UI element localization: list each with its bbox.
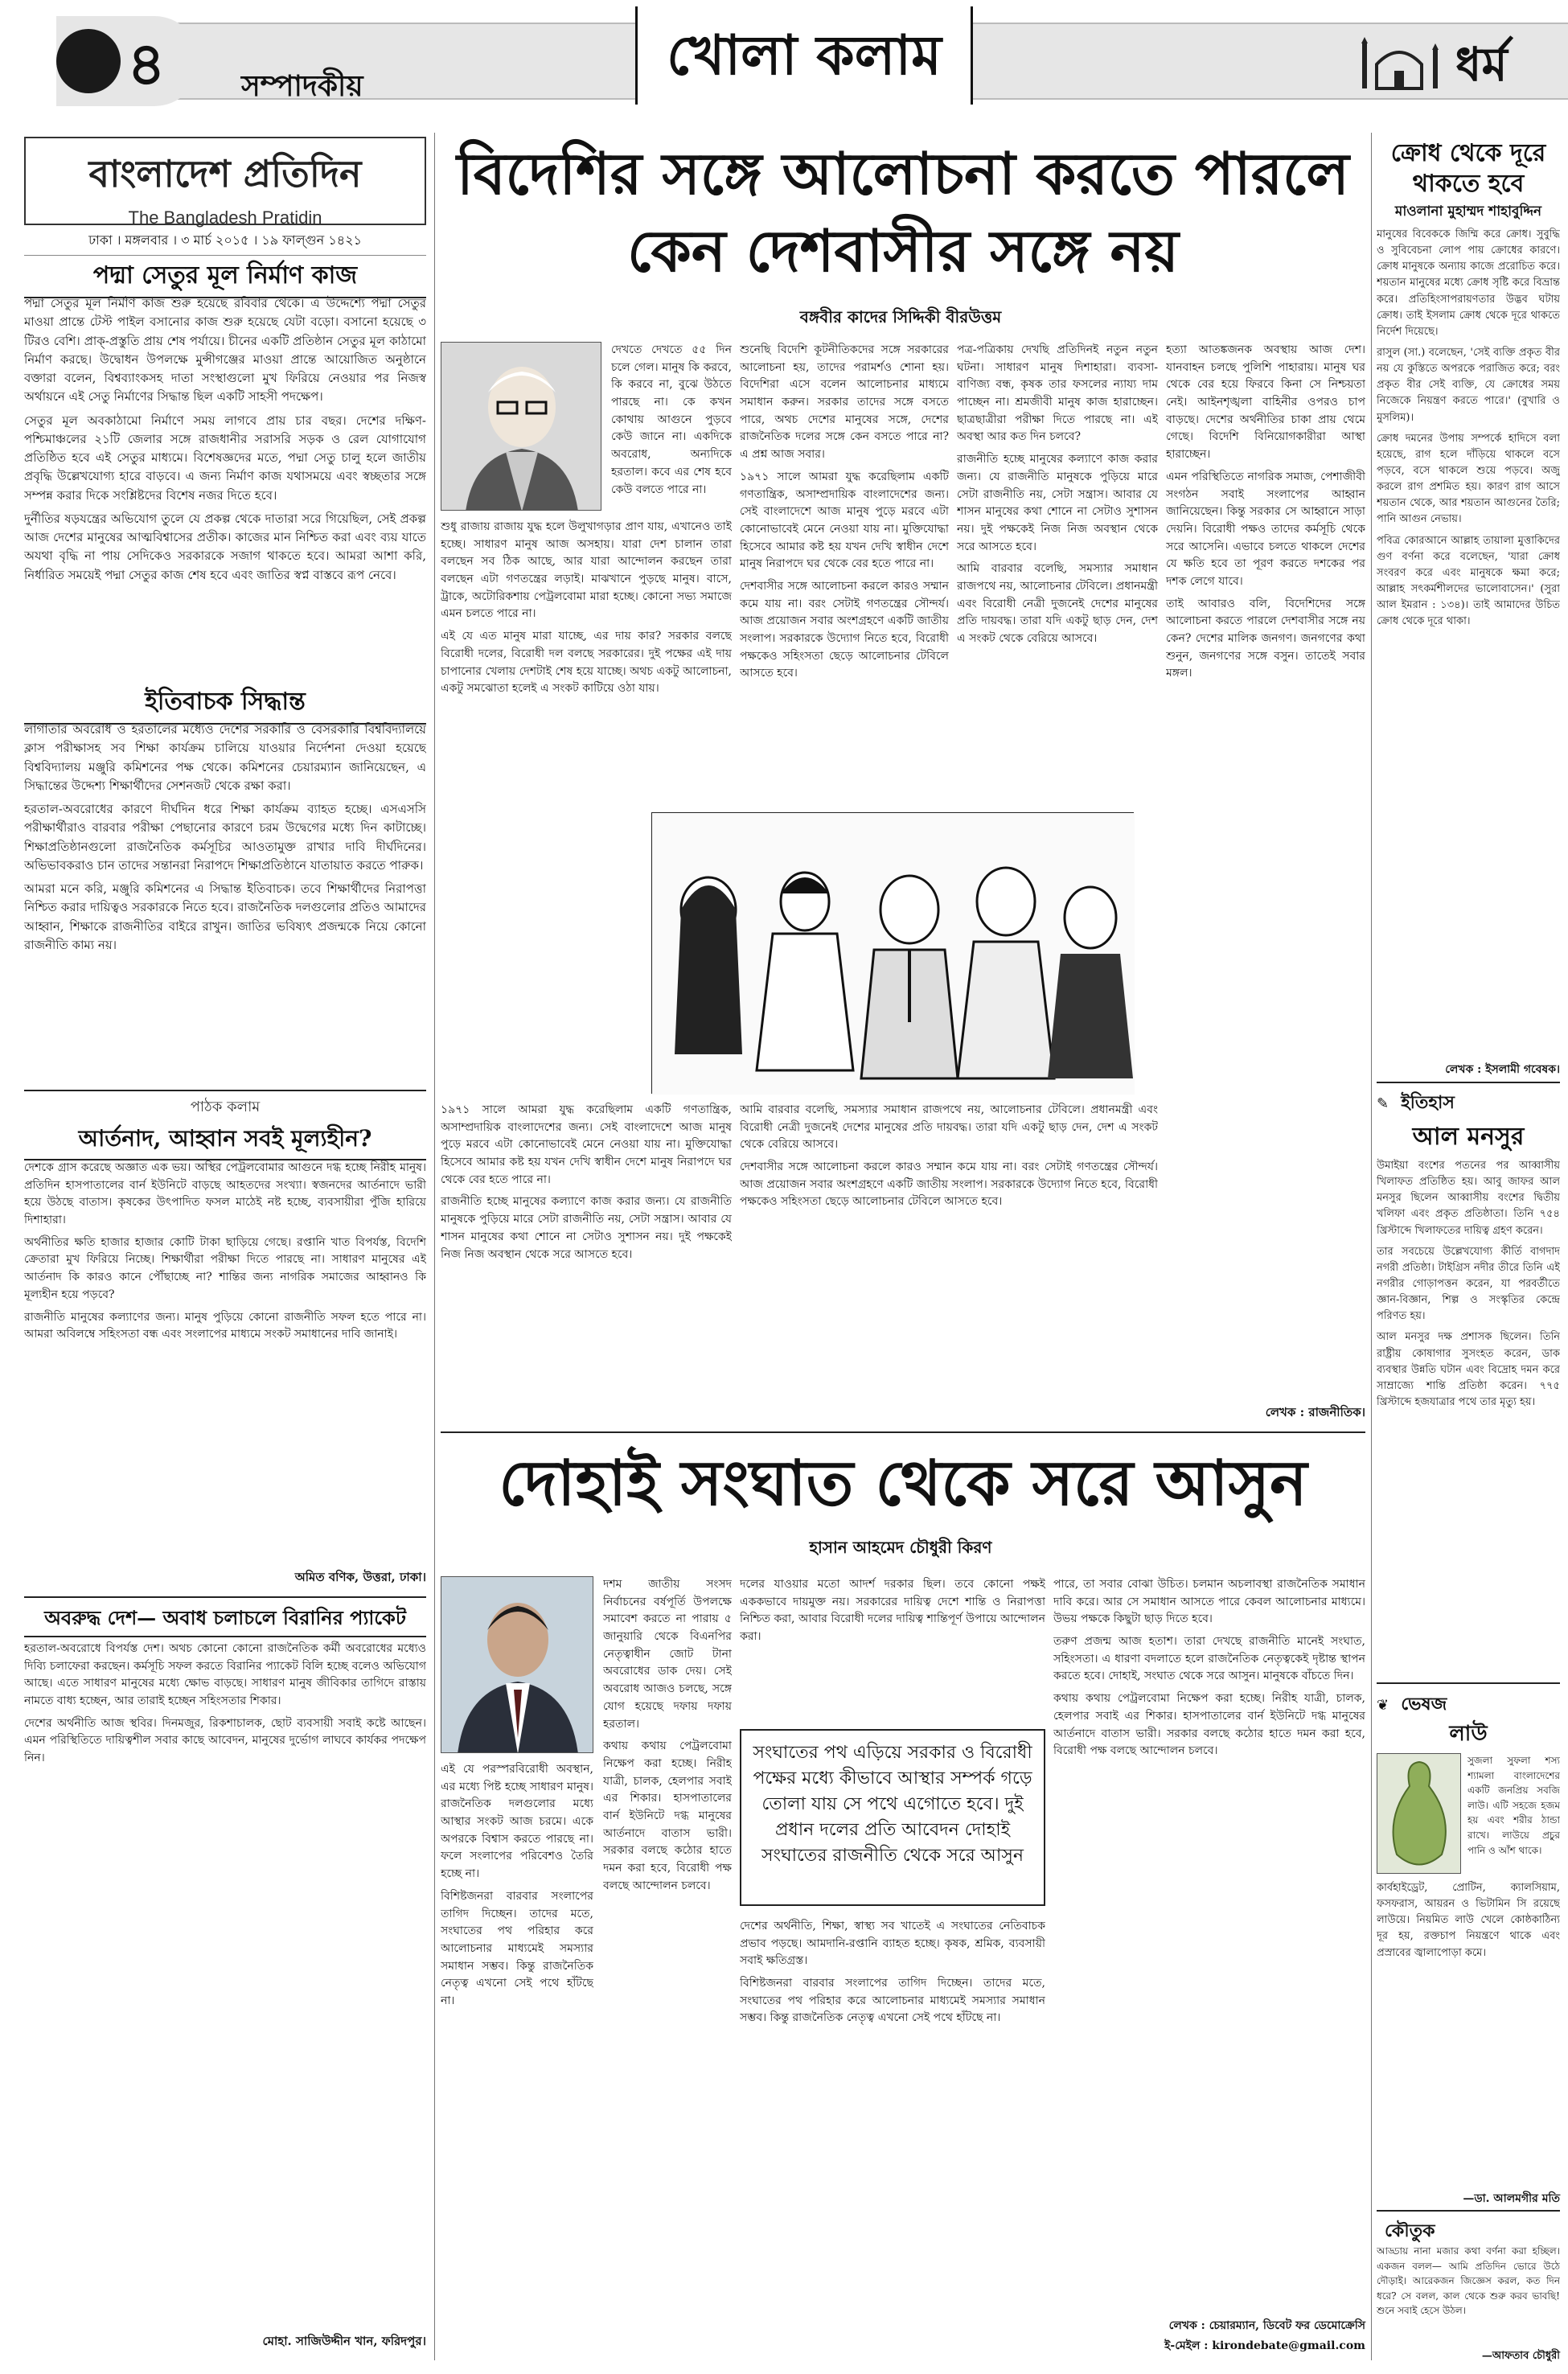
herbal-article-title: লাউ (1449, 1722, 1488, 1746)
person-silhouette-icon (441, 1577, 593, 1753)
article-2-col-1 (603, 1576, 732, 2308)
article-2-col-2b (740, 1918, 1045, 2320)
article-1-headline-line-1: বিদেশির সঙ্গে আলোচনা করতে পারলে (457, 139, 1349, 207)
article-1-col-1c (441, 1102, 732, 1423)
article-2-col-2 (740, 1576, 1045, 1721)
paragraph: আড্ডায় নানা মজার কথা বর্ণনা করা হচ্ছিল। একজন বলল— আমি প্রতিদিন ভোরে উঠে দৌড়াই। আরেকজন জিজ্ঞেস করল, কত দিন ধরে? সে বলল, কাল থেকে শুরু করব ভাবছি! শুনে সবাই হেসে উঠল। (1377, 2245, 1560, 2317)
paragraph: আমরা মনে করি, মঞ্জুরি কমিশনের এ সিদ্ধান্ত ইতিবাচক। তবে শিক্ষার্থীদের নিরাপত্তা নিশ্চিত করার দায়িত্বও সরকারকে নিতে হবে। রাজনৈতিক দলগুলোর প্রতিও আমাদের আহ্বান, শিক্ষাকে রাজনীতির বাইরে রাখুন। জাতির ভবিষ্যৎ প্রজন্মকে নিয়ে কোনো রাজনীতি কাম্য নয়। (24, 881, 426, 952)
letter-1-body (24, 1160, 426, 1562)
article-2-byline: হাসান আহমেদ চৌধুরী কিরণ (809, 1538, 992, 1557)
paragraph: দেশের অর্থনীতি আজ স্থবির। দিনমজুর, রিকশাচালক, ছোট ব্যবসায়ী সবাই কষ্টে আছেন। এমন পরিস্থিতিতে দায়িত্বশীল সবার কাছে আবেদন, মানুষের দুর্ভোগ লাঘবে কার্যকর পদক্ষেপ নিন। (24, 1716, 426, 1765)
paragraph: দেশের অর্থনীতি, শিক্ষা, স্বাস্থ্য সব খাতেই এ সংঘাতের নেতিবাচক প্রভাব পড়ছে। আমদানি-রপ্তানি ব্যাহত হচ্ছে। কৃষক, শ্রমিক, ব্যবসায়ী সবাই ক্ষতিগ্রস্ত। (740, 1920, 1045, 1968)
paragraph: শুধু রাজায় রাজায় যুদ্ধ হলে উলুখাগড়ার প্রাণ যায়, এখানেও তাই হচ্ছে। সাধারণ মানুষ আজ অসহায়। যারা দেশ চালান তারা বলছেন সব ঠিক আছে, আর যারা আন্দোলন করছেন তারা বলছেন এটা গণতন্ত্রের লড়াই। মাঝখানে পুড়ছে মানুষ। বাসে, ট্রাকে, অটোরিকশায় পেট্রলবোমা মারা হচ্ছে। কোনো সভ্য সমাজে এমন চলতে পারে না। (441, 520, 732, 621)
article-1-byline: বঙ্গবীর কাদের সিদ্দিকী বীরউত্তম (799, 307, 1002, 327)
herbal-article-body-b (1377, 1880, 1560, 2186)
letter-1-title: আর্তনাদ, আহ্বান সবই মূল্যহীন? (24, 1121, 426, 1160)
editorial-1-title: পদ্মা সেতুর মূল নির্মাণ কাজ (24, 256, 426, 298)
masthead-name-en: The Bangladesh Pratidin (128, 207, 322, 228)
column-title: খোলা কলাম (667, 23, 942, 88)
author-photo (441, 1576, 593, 1753)
divider (1377, 2210, 1560, 2212)
paragraph: সেতুর মূল অবকাঠামো নির্মাণে সময় লাগবে প্রায় চার বছর। দেশের দক্ষিণ-পশ্চিমাঞ্চলের ২১টি জেলার সঙ্গে রাজধানীর সরাসরি সড়ক ও রেল যোগাযোগ প্রতিষ্ঠিত হবে এই সেতুর মাধ্যমে। বিশেষজ্ঞদের মতে, পদ্মা সেতু চালু হলে জাতীয় প্রবৃদ্ধি উল্লেখযোগ্য হারে বাড়বে। এ জন্য নির্মাণ কাজ যথাসময়ে এবং স্বচ্ছতার সঙ্গে সম্পন্ন করার দিকে সংশ্লিষ্টদের বিশেষ নজর দিতে হবে। (24, 413, 426, 503)
herbal-label: ভেষজ (1401, 1694, 1447, 1715)
paragraph: দেশবাসীর সঙ্গে আলোচনা করলে কারও সম্মান কমে যায় না। বরং সেটাই গণতন্ত্রের সৌন্দর্য। আজ প্রয়োজন সবার অংশগ্রহণে একটি জাতীয় সংলাপ। সরকারকে উদ্যোগ নিতে হবে, বিরোধী পক্ষকেও সহিংসতা ছেড়ে আলোচনার টেবিলে আসতে হবে। (740, 579, 949, 680)
paragraph: হরতাল-অবরোধে বিপর্যস্ত দেশ। অথচ কোনো কোনো রাজনৈতিক কর্মী অবরোধের মধ্যেও দিব্যি চলাফেরা করছেন। কর্মসূচি সফল করতে বিরানির প্যাকেট বিলি হচ্ছে বলেও অভিযোগ আছে। এতে সাধারণ মানুষের মধ্যে ক্ষোভ বাড়ছে। সাধারণ মানুষ জীবিকার তাগিদে রাস্তায় নামতে বাধ্য হচ্ছেন, আর তারাই হচ্ছেন সহিংসতার শিকার। (24, 1642, 426, 1708)
history-tag (1377, 1087, 1560, 1120)
paragraph: আমি বারবার বলেছি, সমস্যার সমাধান রাজপথে নয়, আলোচনার টেবিলে। প্রধানমন্ত্রী এবং বিরোধী নেত্রী দুজনেই দেশের মানুষের প্রতি দায়বদ্ধ। তারা যদি একটু ছাড় দেন, দেশ এ সংকট থেকে বেরিয়ে আসবে। (740, 1103, 1158, 1152)
column-rule (1371, 133, 1372, 2360)
section-title: সম্পাদকীয় (241, 69, 363, 103)
paragraph: রাজনীতি মানুষের কল্যাণের জন্য। মানুষ পুড়িয়ে কোনো রাজনীতি সফল হতে পারে না। আমরা অবিলম্বে সহিংসতা বন্ধ এবং সংলাপের মাধ্যমে সংকট সমাধানের দাবি জানাই। (24, 1310, 426, 1341)
paragraph: কথায় কথায় পেট্রলবোমা নিক্ষেপ করা হচ্ছে। নিরীহ যাত্রী, চালক, হেলপার সবাই এর শিকার। হাসপাতালের বার্ন ইউনিটে দগ্ধ মানুষের আর্তনাদে বাতাস ভারী। সরকার বলছে কঠোর হাতে দমন করা হবে, বিরোধী পক্ষ বলছে আন্দোলন চলবে। (603, 1739, 732, 1892)
page-number-badge (23, 16, 199, 106)
article-1-author-note: লেখক : রাজনীতিক। (1265, 1405, 1365, 1419)
humor-signature: —আফতাব চৌধুরী (1481, 2350, 1560, 2362)
person-silhouette-icon (441, 343, 601, 511)
masthead (24, 137, 426, 228)
article-2-col-1b (441, 1761, 593, 2316)
herbal-article-signature: —ডা. আলমগীর মতি (1463, 2192, 1560, 2205)
cartoon-illustration-icon (652, 813, 1135, 1095)
badge-dot-icon (56, 29, 121, 93)
paragraph: পারে, তা সবার বোঝা উচিত। চলমান অচলাবস্থা রাজনৈতিক সমাধান দাবি করে। আর সে সমাধান আসতে পারে কেবল আলোচনার মাধ্যমে। উভয় পক্ষকে কিছুটা ছাড় দিতে হবে। (1053, 1578, 1365, 1626)
paragraph: সুজলা সুফলা শস্য শ্যামলা বাংলাদেশের একটি জনপ্রিয় সবজি লাউ। এটি সহজে হজম হয় এবং শরীর ঠান্ডা রাখে। লাউয়ে প্রচুর পানি ও আঁশ থাকে। (1467, 1755, 1560, 1856)
herbal-tag (1377, 1689, 1560, 1722)
paragraph: দেখতে দেখতে ৫৫ দিন চলে গেল। মানুষ কি করবে, কি করবে না, বুঝে উঠতে পারছে না। কে কখন কোথায় আগুনে পুড়বে কেউ জানে না। একদিকে অবরোধ, অন্যদিকে হরতাল। কবে এর শেষ হবে কেউ বলতে পারে না। (611, 343, 732, 496)
paragraph: হরতাল-অবরোধের কারণে দীর্ঘদিন ধরে শিক্ষা কার্যক্রম ব্যাহত হচ্ছে। এসএসসি পরীক্ষার্থীরাও বারবার পরীক্ষা পেছানোর কারণে চরম উদ্বেগের মধ্যে দিন কাটাচ্ছে। শিক্ষাপ্রতিষ্ঠানগুলো রাজনৈতিক কর্মসূচির আওতামুক্ত রাখার দাবি দীর্ঘদিনের। অভিভাবকরাও চান তাদের সন্তানরা নিরাপদে শিক্ষাপ্রতিষ্ঠানে যাতায়াত করতে পারুক। (24, 802, 426, 873)
humor-body (1377, 2244, 1560, 2344)
religion-article-title: ক্রোধ থেকে দূরে থাকতে হবে (1390, 139, 1546, 198)
masthead-name-bn: বাংলাদেশ প্রতিদিন (88, 152, 362, 195)
paragraph: ১৯৭১ সালে আমরা যুদ্ধ করেছিলাম একটি গণতান্ত্রিক, অসাম্প্রদায়িক বাংলাদেশের জন্য। সেই বাংলাদেশে আজ মানুষ পুড়ে মরবে এটা কোনোভাবেই মেনে নেওয়া যায় না। মুক্তিযোদ্ধা হিসেবে আমার কষ্ট হয় যখন দেখি স্বাধীন দেশে মানুষ নিরাপদে ঘর থেকে বের হতে পারে না। (740, 470, 949, 571)
editorial-2-body (24, 721, 426, 1082)
article-1-col-4 (1166, 342, 1365, 1395)
page-number: ৪ (127, 30, 166, 99)
paragraph: মানুষের বিবেককে জিম্মি করে ক্রোধ। সুবুদ্ধি ও সুবিবেচনা লোপ পায় ক্রোধের কারণে। ক্রোধ মানুষকে অন্যায় কাজে প্ররোচিত করে। শয়তান মানুষের মধ্যে ক্রোধ সৃষ্টি করে বিভ্রান্ত করে। প্রতিহিংসাপরায়ণতার উদ্ভব ঘটায় ক্রোধ। তাই ইসলাম ক্রোধ থেকে দূরে থাকতে নির্দেশ দিয়েছে। (1377, 228, 1560, 338)
paragraph: তার সবচেয়ে উল্লেখযোগ্য কীর্তি বাগদাদ নগরী প্রতিষ্ঠা। টাইগ্রিস নদীর তীরে তিনি এই নগরীর গোড়াপত্তন করেন, যা পরবর্তীতে জ্ঞান-বিজ্ঞান, শিল্প ও সংস্কৃতির কেন্দ্রে পরিণত হয়। (1377, 1245, 1560, 1323)
paragraph: ক্রোধ দমনের উপায় সম্পর্কে হাদিসে বলা হয়েছে, রাগ হলে দাঁড়িয়ে থাকলে বসে পড়বে, বসে থাকলে শুয়ে পড়বে। অজু করলে রাগ প্রশমিত হয়। কারণ রাগ আসে শয়তান থেকে, আর শয়তান আগুনের তৈরি; পানি আগুন নেভায়। (1377, 432, 1560, 526)
paragraph: কথায় কথায় পেট্রলবোমা নিক্ষেপ করা হচ্ছে। নিরীহ যাত্রী, চালক, হেলপার সবাই এর শিকার। হাসপাতালের বার্ন ইউনিটে দগ্ধ মানুষের আর্তনাদে বাতাস ভারী। সরকার বলছে কঠোর হাতে দমন করা হবে, বিরোধী পক্ষ বলছে আন্দোলন চলবে। (1053, 1692, 1365, 1758)
divider (441, 1431, 1365, 1433)
mosque-icon (1359, 35, 1447, 92)
column-title-box (635, 6, 973, 105)
leaf-icon: ❦ (1377, 1697, 1389, 1714)
divider (24, 1596, 426, 1598)
divider (1377, 1682, 1560, 1684)
paragraph: আমি বারবার বলেছি, সমস্যার সমাধান রাজপথে নয়, আলোচনার টেবিলে। প্রধানমন্ত্রী এবং বিরোধী নেত্রী দুজনেই দেশের মানুষের প্রতি দায়বদ্ধ। তারা যদি একটু ছাড় দেন, দেশ এ সংকট থেকে বেরিয়ে আসবে। (957, 562, 1158, 645)
paragraph: এমন পরিস্থিতিতে নাগরিক সমাজ, পেশাজীবী সংগঠন সবাই সংলাপের আহ্বান জানিয়েছেন। কিন্তু সরকার সে আহ্বানে সাড়া দেয়নি। বিরোধী পক্ষও তাদের কর্মসূচি থেকে সরে আসেনি। এভাবে চলতে থাকলে দেশের যে ক্ষতি হবে তা পূরণ করতে দশকের পর দশক লেগে যাবে। (1166, 470, 1365, 588)
paragraph: পবিত্র কোরআনে আল্লাহ তায়ালা মুত্তাকিদের গুণ বর্ণনা করে বলেছেন, 'যারা ক্রোধ সংবরণ করে এবং মানুষকে ক্ষমা করে; আল্লাহ সৎকর্মশীলদের ভালোবাসেন।' (সুরা আল ইমরান : ১৩৪)। তাই আমাদের উচিত ক্রোধ থেকে দূরে থাকা। (1377, 534, 1560, 628)
religion-label: ধর্ম (1455, 37, 1508, 92)
editorial-2-title: ইতিবাচক সিদ্ধান্ত (24, 682, 426, 725)
paragraph: হত্যা আতঙ্কজনক অবস্থায় আজ দেশ। যানবাহন চলছে পুলিশি পাহারায়। মানুষ ঘর থেকে বের হয়ে ফিরবে কিনা সে নিশ্চয়তা নেই। আইনশৃঙ্খলা বাহিনীর ওপরও চাপ বাড়ছে। দেশের অর্থনীতির চাকা প্রায় থেমে গেছে। বিদেশি বিনিয়োগকারীরা আস্থা হারাচ্ছেন। (1166, 343, 1365, 462)
paragraph: পত্র-পত্রিকায় দেখছি প্রতিদিনই নতুন নতুন ঘটনা। সাধারণ মানুষ দিশাহারা। ব্যবসা-বাণিজ্য বন্ধ, কৃষক তার ফসলের ন্যায্য দাম পাচ্ছেন না। শ্রমজীবী মানুষ কাজ হারাচ্ছেন। ছাত্রছাত্রীরা পরীক্ষা দিতে পারছে না। এই অবস্থা আর কত দিন চলবে? (957, 343, 1158, 444)
article-2-pullquote: সংঘাতের পথ এড়িয়ে সরকার ও বিরোধী পক্ষের মধ্যে কীভাবে আস্থার সম্পর্ক গড়ে তোলা যায় সে পথে এগোতে হবে। দুই প্রধান দলের প্রতি আবেদন দোহাই সংঘাতের রাজনীতি থেকে সরে আসুন (740, 1729, 1045, 1906)
history-article-title: আল মনসুর (1412, 1123, 1525, 1151)
paragraph: এই যে এত মানুষ মারা যাচ্ছে, এর দায় কার? সরকার বলছে বিরোধী দলের, বিরোধী দল বলছে সরকারের। দুই পক্ষের এই দায় চাপানোর খেলায় দেশটাই শেষ হয়ে যাচ্ছে। অথচ একটু আলোচনা, একটু সমঝোতা হলেই এ সংকট কাটিয়ে ওঠা যায়। (441, 630, 732, 696)
divider (24, 1090, 426, 1091)
paragraph: তাই আবারও বলি, বিদেশিদের সঙ্গে আলোচনা করতে পারলে দেশবাসীর সঙ্গে নয় কেন? দেশের মালিক জনগণ। জনগণের কথা শুনুন, জনগণের সঙ্গে বসুন। তাতেই সবার মঙ্গল। (1166, 597, 1365, 680)
article-1-col-1b (441, 519, 732, 804)
paragraph: বিশিষ্টজনরা বারবার সংলাপের তাগিদ দিচ্ছেন। তাদের মতে, সংঘাতের পথ পরিহার করে আলোচনার মাধ্যমেই সমস্যার সমাধান সম্ভব। কিন্তু রাজনৈতিক নেতৃত্ব এখনো সেই পথে হাঁটছে না। (740, 1977, 1045, 2025)
article-1-col-3 (957, 342, 1158, 804)
editorial-1-body (24, 294, 426, 672)
paragraph: দেশকে গ্রাস করেছে অজ্ঞাত এক ভয়। অস্থির পেট্রলবোমার আগুনে দগ্ধ হচ্ছে নিরীহ মানুষ। প্রতিদিন হাসপাতালের বার্ন ইউনিটে বাড়ছে আহতদের সংখ্যা। স্বজনদের আর্তনাদে ভারী হয়ে উঠছে বাতাস। কৃষকের উৎপাদিত ফসল মাঠেই নষ্ট হচ্ছে, ব্যবসায়ীরা পুঁজি হারিয়ে দিশাহারা। (24, 1161, 426, 1227)
editorial-cartoon (651, 812, 1134, 1094)
divider (1377, 1082, 1560, 1083)
history-article-body (1377, 1158, 1560, 1673)
gourd-icon (1377, 1754, 1461, 1874)
paragraph: দলের যাওয়ার মতো আদর্শ দরকার ছিল। তবে কোনো পক্ষই এককভাবে দায়মুক্ত নয়। সরকারের দায়িত্ব দেশে শান্তি ও নিরাপত্তা নিশ্চিত করা, আবার বিরোধী দলের দায়িত্ব শান্তিপূর্ণ উপায়ে আন্দোলন করা। (740, 1578, 1045, 1644)
paragraph: শুনেছি বিদেশি কূটনীতিকদের সঙ্গে সরকারের আলোচনা হয়, তাদের পরামর্শও শোনা হয়। বিদেশিরা এসে বলেন আলোচনার মাধ্যমে সমাধান করুন। সরকার তাদের সঙ্গে বসতে পারে, অথচ দেশের মানুষের সঙ্গে, দেশের রাজনৈতিক দলের সঙ্গে কেন বসতে পারে না? এ প্রশ্ন আজ সবার। (740, 343, 949, 462)
paragraph: দুর্নীতির ষড়যন্ত্রের অভিযোগ তুলে যে প্রকল্প থেকে দাতারা সরে গিয়েছিল, সেই প্রকল্প আজ দেশের মানুষের আত্মবিশ্বাসের প্রতীক। কাজের মান নিশ্চিত করা এবং ব্যয় যাতে অযথা বৃদ্ধি না পায় সেদিকেও সরকারকে সজাগ থাকতে হবে। আমরা আশা করি, নির্ধারিত সময়েই পদ্মা সেতুর কাজ শেষ হবে এবং জাতির স্বপ্ন বাস্তবে রূপ নেবে। (24, 511, 426, 582)
religion-article-body (1377, 227, 1560, 1055)
article-1-headline-line-2: কেন দেশবাসীর সঙ্গে নয় (627, 216, 1179, 285)
religion-section-logo (1359, 26, 1544, 98)
paragraph: পদ্মা সেতুর মূল নির্মাণ কাজ শুরু হয়েছে রবিবার থেকে। এ উদ্দেশ্যে পদ্মা সেতুর মাওয়া প্রান্তে টেস্ট পাইল বসানোর কাজ শুরু হয়েছে যেটা বড়ো। বসানো হয়েছে ৩ টিরও বেশি। প্রাক্-প্রস্তুতি প্রায় শেষ পর্যায়ে। চীনের একটি প্রতিষ্ঠান সেতুর মূল কাঠামো নির্মাণ করছে। উদ্বোধন উপলক্ষে মুন্সীগঞ্জের মাওয়া প্রান্তে আয়োজিত অনুষ্ঠানে বক্তারা বলেন, বিশ্বব্যাংকসহ দাতা সংস্থাগুলো মুখ ফিরিয়ে নেওয়ার পর নিজস্ব অর্থায়নে এই সেতু নির্মাণের সিদ্ধান্ত ছিল একটি সাহসী পদক্ষেপ। (24, 296, 426, 405)
article-1-col-2 (740, 342, 949, 804)
paragraph: রাসুল (সা.) বলেছেন, 'সেই ব্যক্তি প্রকৃত বীর নয় যে কুস্তিতে অপরকে পরাজিত করে; বরং প্রকৃত বীর সেই ব্যক্তি, যে ক্রোধের সময় নিজেকে নিয়ন্ত্রণ করতে পারে।' (বুখারি ও মুসলিম)। (1377, 346, 1560, 424)
article-2-author-note: লেখক : চেয়ারম্যান, ডিবেট ফর ডেমোক্রেসি (1168, 2319, 1365, 2332)
history-label: ইতিহাস (1401, 1092, 1455, 1113)
religion-article-author: মাওলানা মুহাম্মদ শাহাবুদ্দিন (1394, 203, 1542, 220)
pencil-icon: ✎ (1377, 1095, 1389, 1112)
column-rule (434, 133, 435, 2360)
author-photo (441, 342, 601, 511)
article-2-col-3 (1053, 1576, 1365, 2292)
letters-label: পাঠক কলাম (190, 1099, 261, 1115)
paragraph: এই যে পরস্পরবিরোধী অবস্থান, এর মধ্যে পিষ্ট হচ্ছে সাধারণ মানুষ। রাজনৈতিক দলগুলোর মধ্যে আস্থার সংকট আজ চরমে। একে অপরকে বিশ্বাস করতে পারছে না। ফলে সংলাপের পরিবেশও তৈরি হচ্ছে না। (441, 1763, 593, 1881)
paragraph: বিশিষ্টজনরা বারবার সংলাপের তাগিদ দিচ্ছেন। তাদের মতে, সংঘাতের পথ পরিহার করে আলোচনার মাধ্যমেই সমস্যার সমাধান সম্ভব। কিন্তু রাজনৈতিক নেতৃত্ব এখনো সেই পথে হাঁটছে না। (441, 1889, 593, 2007)
article-1-col-2b (740, 1102, 1158, 1423)
letter-1-signature: অমিত বণিক, উত্তরা, ঢাকা। (294, 1570, 426, 1584)
gourd-photo (1377, 1753, 1461, 1874)
humor-label: কৌতুক (1385, 2220, 1435, 2241)
letter-2-body (24, 1641, 426, 2316)
paragraph: দেশবাসীর সঙ্গে আলোচনা করলে কারও সম্মান কমে যায় না। বরং সেটাই গণতন্ত্রের সৌন্দর্য। আজ প্রয়োজন সবার অংশগ্রহণে একটি জাতীয় সংলাপ। সরকারকে উদ্যোগ নিতে হবে, বিরোধী পক্ষকেও সহিংসতা ছেড়ে আলোচনার টেবিলে আসতে হবে। (740, 1160, 1158, 1209)
paragraph: লাগাতার অবরোধ ও হরতালের মধ্যেও দেশের সরকারি ও বেসরকারি বিশ্ববিদ্যালয়ে ক্লাস পরীক্ষাসহ সব শিক্ষা কার্যক্রম চালিয়ে যাওয়ার নির্দেশনা দেওয়া হয়েছে বিশ্ববিদ্যালয় মঞ্জুরি কমিশনের পক্ষ থেকে। কমিশনের চেয়ারম্যান জানিয়েছেন, এ সিদ্ধান্তের উদ্দেশ্য শিক্ষার্থীদের সেশনজট থেকে রক্ষা করা। (24, 722, 426, 793)
paragraph: রাজনীতি হচ্ছে মানুষের কল্যাণে কাজ করার জন্য। যে রাজনীতি মানুষকে পুড়িয়ে মারে সেটা রাজনীতি নয়, সেটা সন্ত্রাস। আবার যে শাসন মানুষের কথা শোনে না সেটাও সুশাসন নয়। দুই পক্ষকেই নিজ নিজ অবস্থান থেকে সরে আসতে হবে। (957, 453, 1158, 553)
paragraph: তরুণ প্রজন্ম আজ হতাশ। তারা দেখছে রাজনীতি মানেই সংঘাত, সহিংসতা। এ ধারণা বদলাতে হলে রাজনৈতিক নেতৃত্বকেই দৃষ্টান্ত স্থাপন করতে হবে। দোহাই, সংঘাত থেকে সরে আসুন। মানুষকে বাঁচতে দিন। (1053, 1635, 1365, 1683)
article-2-email: ই-মেইল : kirondebate@gmail.com (1164, 2339, 1365, 2352)
article-1-headline (441, 135, 1365, 290)
dateline: ঢাকা । মঙ্গলবার । ৩ মার্চ ২০১৫ । ১৯ ফাল্গুন ১৪২১ (24, 230, 426, 256)
paragraph: দশম জাতীয় সংসদ নির্বাচনের বর্ষপূর্তি উপলক্ষে সমাবেশ করতে না পারায় ৫ জানুয়ারি থেকে বিএনপির নেতৃত্বাধীন জোট টানা অবরোধের ডাক দেয়। সেই অবরোধ আজও চলছে, সঙ্গে যোগ হয়েছে দফায় দফায় হরতাল। (603, 1578, 732, 1731)
paragraph: রাজনীতি হচ্ছে মানুষের কল্যাণে কাজ করার জন্য। যে রাজনীতি মানুষকে পুড়িয়ে মারে সেটা রাজনীতি নয়, সেটা সন্ত্রাস। আবার যে শাসন মানুষের কথা শোনে না সেটাও সুশাসন নয়। দুই পক্ষকেই নিজ নিজ অবস্থান থেকে সরে আসতে হবে। (441, 1195, 732, 1261)
paragraph: ১৯৭১ সালে আমরা যুদ্ধ করেছিলাম একটি গণতান্ত্রিক, অসাম্প্রদায়িক বাংলাদেশের জন্য। সেই বাংলাদেশে আজ মানুষ পুড়ে মরবে এটা কোনোভাবেই মেনে নেওয়া যায় না। মুক্তিযোদ্ধা হিসেবে আমার কষ্ট হয় যখন দেখি স্বাধীন দেশে মানুষ নিরাপদে ঘর থেকে বের হতে পারে না। (441, 1103, 732, 1186)
letter-2-signature: মোহা. সাজিউদ্দীন খান, ফরিদপুর। (262, 2334, 426, 2348)
paragraph: অর্থনীতির ক্ষতি হাজার হাজার কোটি টাকা ছাড়িয়ে গেছে। রপ্তানি খাত বিপর্যস্ত, বিদেশি ক্রেতারা মুখ ফিরিয়ে নিচ্ছে। শিক্ষার্থীরা পরীক্ষা দিতে পারছে না। সাধারণ মানুষের এই আর্তনাদ কি কারও কানে পৌঁছাচ্ছে না? শান্তির জন্য নাগরিক সমাজের আহ্বানও কি মূল্যহীন হয়ে পড়বে? (24, 1235, 426, 1301)
page-header (0, 0, 1568, 121)
paragraph: আল মনসুর দক্ষ প্রশাসক ছিলেন। তিনি রাষ্ট্রীয় কোষাগার সুসংহত করেন, ডাক ব্যবস্থার উন্নতি ঘটান এবং বিদ্রোহ দমন করে সাম্রাজ্যে শান্তি প্রতিষ্ঠা করেন। ৭৭৫ খ্রিস্টাব্দে হজযাত্রার পথে তার মৃত্যু হয়। (1377, 1331, 1560, 1408)
herbal-article-body-a (1467, 1753, 1560, 1874)
paragraph: উমাইয়া বংশের পতনের পর আব্বাসীয় খিলাফত প্রতিষ্ঠিত হয়। আবু জাফর আল মনসুর ছিলেন আব্বাসীয় বংশের দ্বিতীয় খলিফা এবং প্রকৃত প্রতিষ্ঠাতা। তিনি ৭৫৪ খ্রিস্টাব্দে খিলাফতের দায়িত্ব গ্রহণ করেন। (1377, 1160, 1560, 1237)
letter-2-title: অবরুদ্ধ দেশ— অবাধ চলাচলে বিরানির প্যাকেট (24, 1604, 426, 1637)
article-2-headline: দোহাই সংঘাত থেকে সরে আসুন (499, 1447, 1307, 1520)
religion-article-signature: লেখক : ইসলামী গবেষক। (1445, 1063, 1560, 1076)
paragraph: কার্বহাইড্রেট, প্রোটিন, ক্যালসিয়াম, ফসফরাস, আয়রন ও ভিটামিন সি রয়েছে লাউয়ে। নিয়মিত লাউ খেলে কোষ্ঠকাঠিন্য দূর হয়, রক্তচাপ নিয়ন্ত্রণে থাকে এবং প্রস্রাবের জ্বালাপোড়া কমে। (1377, 1882, 1560, 1959)
